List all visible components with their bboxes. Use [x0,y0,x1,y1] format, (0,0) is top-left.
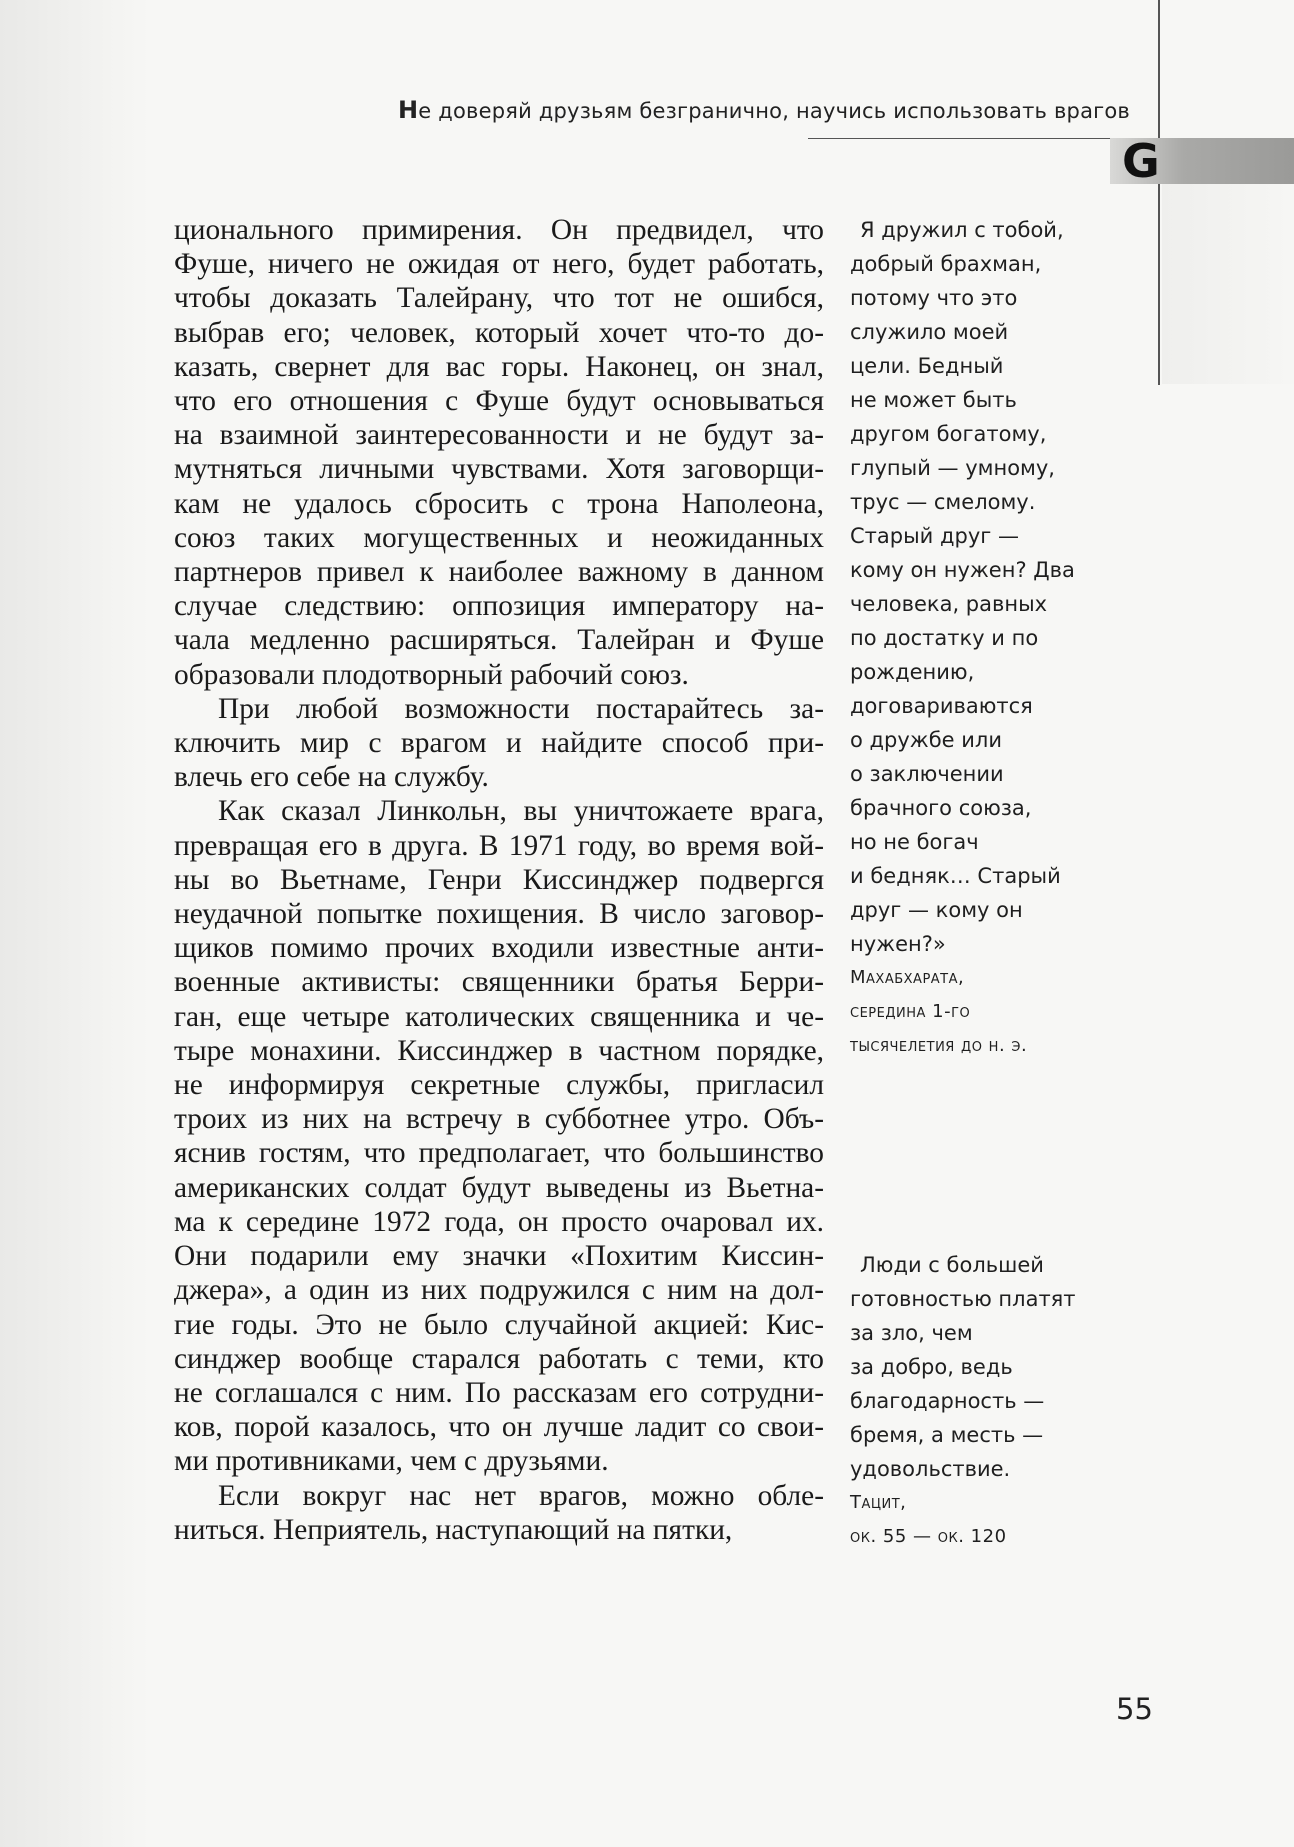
text-line: гие годы. Это не было случайной акцией: Кис- [174,1308,824,1341]
quote-line: благодарность — [850,1389,1045,1413]
text-line: неудачной попытке похищения. В число заговор- [174,898,824,931]
quote-line: не может быть [850,388,1017,412]
quote-line: трус — смелому. [850,490,1036,514]
quote-line: брачного союза, [850,796,1032,820]
quote-line: нужен?» [850,932,946,956]
text-line: кам не удалось сбросить с трона Наполеона, [174,487,824,520]
text-line: военные активисты: священники братья Берри- [174,966,824,999]
text-line: случае следствию: оппозиция императору на- [174,590,824,623]
margin-vertical-rule [1158,0,1160,385]
quote-attribution: ок. 55 — ок. 120 [850,1526,1007,1547]
text-line: щиков помимо прочих входили известные анти- [174,932,824,965]
text-line: троих из них на встречу в субботнее утро. Объ- [174,1103,824,1136]
quote-line: служило моей [850,320,1009,344]
quote-attribution: Тацит, [850,1492,907,1513]
text-line: джера», а один из них подружился с ним на дол- [174,1274,824,1307]
text-line: ган, еще четыре католических священника и че- [174,1000,824,1033]
text-line: образовали плодотворный рабочий союз. [174,658,689,691]
text-line: чала медленно расширяться. Талейран и Фуше [174,624,824,657]
quote-line: человека, равных [850,592,1048,616]
text-line: чтобы доказать Талейрану, что тот не ошибся, [174,282,824,315]
text-line: не соглашался с ним. По рассказам его сотрудни- [174,1376,824,1409]
quote-line: за добро, ведь [850,1355,1013,1379]
quote-line: цели. Бедный [850,354,1004,378]
text-line: тыре монахини. Киссинджер в частном порядке, [174,1034,824,1067]
paragraph [174,692,824,795]
quote-line: друг — кому он [850,898,1023,922]
text-line: что его отношения с Фуше будут основываться [174,385,824,418]
quote-line: добрый брахман, [850,252,1042,276]
text-line: превращая его в друга. В 1971 году, во время вой- [174,829,824,862]
text-line: ключить мир с врагом и найдите способ при- [174,727,824,760]
text-line: Они подарили ему значки «Похитим Киссин- [174,1240,824,1273]
quote-line: о дружбе или [850,728,1002,752]
quote-line: глупый — умному, [850,456,1055,480]
quote-line: Старый друг — [850,524,1019,548]
quote-line: по достатку и по [850,626,1039,650]
text-line: ны во Вьетнаме, Генри Киссинджер подвергся [174,863,824,896]
quote-line: рождению, [850,660,975,684]
quote-line: за зло, чем [850,1321,973,1345]
quote-line: бремя, а месть — [850,1423,1044,1447]
running-head-text: е доверяй друзьям безгранично, научись использовать врагов [418,99,1130,123]
text-line: мутняться личными чувствами. Хотя заговорщи- [174,453,824,486]
quote-line: Люди с большей [860,1253,1044,1277]
quote-line: потому что это [850,286,1018,310]
running-head-initial: Н [397,96,419,124]
text-line: выбрав его; человек, который хочет что-то до- [174,316,824,349]
text-line: казать, свернет для вас горы. Наконец, он знал, [174,350,824,383]
text-line: Как сказал Линкольн, вы уничтожаете врага, [218,795,824,828]
quote-line: готовностью платят [850,1287,1076,1311]
text-line: синджер вообще старался работать с теми, кто [174,1342,824,1375]
sidebar-quote-tacitus [850,1248,1076,1554]
quote-line: удовольствие. [850,1457,1011,1481]
text-line: ма к середине 1972 года, он просто очаровал их. [174,1205,824,1238]
quote-attribution: Махабхарата, [850,967,965,988]
main-body-text [174,213,824,1547]
sidebar-quote-mahabharata [850,213,1075,1063]
text-line: яснив гостям, что предполагает, что большинство [174,1137,824,1170]
quote-line: Я дружил с тобой, [860,218,1064,242]
paragraph [174,794,824,1478]
text-line: союз таких могущественных и неожиданных [174,521,824,554]
quote-line: но не богач [850,830,979,854]
margin-tab-strip [1162,184,1294,384]
quote-line: другом богатому, [850,422,1047,446]
chapter-tab-letter: G [1122,134,1160,188]
text-line: Если вокруг нас нет врагов, можно обле- [218,1479,824,1512]
running-head [360,96,1130,124]
text-line: При любой возможности постарайтесь за- [218,692,824,725]
text-line: ков, порой казалось, что он лучше ладит со свои- [174,1411,824,1444]
page-gutter-shade [0,0,150,1847]
text-line: ниться. Неприятель, наступающий на пятки, [174,1513,733,1546]
paragraph [174,213,824,692]
text-line: партнеров привел к наиболее важному в данном [174,556,824,589]
paragraph [174,1479,824,1547]
quote-attribution: тысячелетия до н. э. [850,1035,1028,1056]
quote-line: договариваются [850,694,1033,718]
page-number: 55 [1116,1692,1153,1726]
quote-attribution: середина 1-го [850,1001,971,1022]
text-line: не информируя секретные службы, пригласил [174,1069,824,1102]
quote-line: и бедняк… Старый [850,864,1061,888]
quote-line: кому он нужен? Два [850,558,1075,582]
text-line: американских солдат будут выведены из Вьетна- [174,1171,824,1204]
text-line: ционального примирения. Он предвидел, что [174,214,824,246]
text-line: Фуше, ничего не ожидая от него, будет работать, [174,248,824,281]
running-head-rule [808,138,1161,139]
text-line: на взаимной заинтересованности и не будут за- [174,419,824,452]
quote-line: о заключении [850,762,1004,786]
text-line: влечь его себе на службу. [174,761,489,794]
text-line: ми противниками, чем с друзьями. [174,1445,609,1478]
